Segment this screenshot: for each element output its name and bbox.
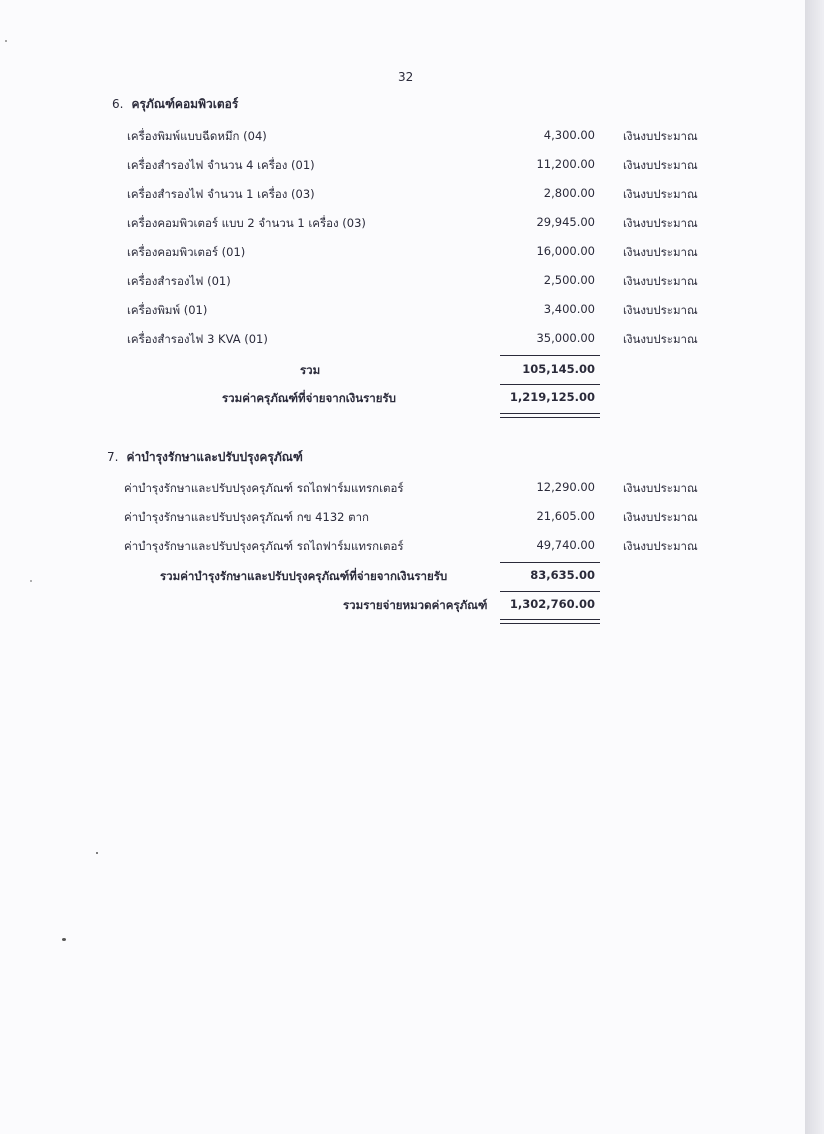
subtotal-label: รวม — [300, 363, 321, 377]
item-label: ค่าบำรุงรักษาและปรับปรุงครุภัณฑ์ รถไถฟาร์มแทรกเตอร์ — [124, 481, 404, 495]
page-number: 32 — [398, 70, 414, 84]
item-amount: 2,800.00 — [543, 186, 595, 200]
item-label: เครื่องสำรองไฟ (01) — [127, 274, 231, 288]
grand-total-amount: 1,302,760.00 — [509, 597, 595, 611]
item-label: เครื่องคอมพิวเตอร์ (01) — [127, 245, 246, 259]
list-item — [0, 128, 805, 146]
total-row — [0, 390, 805, 408]
list-item — [0, 302, 805, 320]
total-rule — [500, 384, 600, 385]
subtotal-rule — [500, 355, 600, 356]
item-amount: 3,400.00 — [543, 302, 595, 316]
subtotal-amount: 105,145.00 — [522, 362, 595, 376]
section-6-title: ครุภัณฑ์คอมพิวเตอร์ — [131, 97, 239, 111]
total-amount: 1,219,125.00 — [509, 390, 595, 404]
item-amount: 21,605.00 — [536, 509, 595, 523]
list-item — [0, 186, 805, 204]
section-7-heading — [107, 448, 303, 467]
item-label: ค่าบำรุงรักษาและปรับปรุงครุภัณฑ์ กข 4132 ตาก — [124, 510, 369, 524]
item-label: ค่าบำรุงรักษาและปรับปรุงครุภัณฑ์ รถไถฟาร์มแทรกเตอร์ — [124, 539, 404, 553]
scan-page-edge — [805, 0, 824, 1134]
section-7-number: 7. — [107, 450, 119, 464]
item-source: เงินงบประมาณ — [623, 481, 698, 495]
item-amount: 4,300.00 — [543, 128, 595, 142]
list-item — [0, 538, 805, 556]
item-source: เงินงบประมาณ — [623, 274, 698, 288]
scan-speck — [30, 580, 32, 582]
list-item — [0, 509, 805, 527]
grand-total-double-rule — [500, 619, 600, 624]
grand-total-rule — [500, 591, 600, 592]
item-source: เงินงบประมาณ — [623, 158, 698, 172]
scan-speck — [62, 938, 66, 941]
grand-total-label: รวมรายจ่ายหมวดค่าครุภัณฑ์ — [343, 598, 488, 612]
maintenance-total-rule — [500, 562, 600, 563]
scan-speck — [96, 852, 98, 854]
item-amount: 49,740.00 — [536, 538, 595, 552]
list-item — [0, 331, 805, 349]
section-7-title: ค่าบำรุงรักษาและปรับปรุงครุภัณฑ์ — [126, 450, 303, 464]
item-amount: 35,000.00 — [536, 331, 595, 345]
total-label: รวมค่าครุภัณฑ์ที่จ่ายจากเงินรายรับ — [222, 391, 396, 405]
list-item — [0, 215, 805, 233]
item-amount: 12,290.00 — [536, 480, 595, 494]
total-double-rule — [500, 413, 600, 418]
item-amount: 2,500.00 — [543, 273, 595, 287]
item-label: เครื่องพิมพ์ (01) — [127, 303, 208, 317]
grand-total-row — [0, 597, 805, 615]
item-amount: 11,200.00 — [536, 157, 595, 171]
item-source: เงินงบประมาณ — [623, 303, 698, 317]
item-source: เงินงบประมาณ — [623, 539, 698, 553]
item-label: เครื่องสำรองไฟ จำนวน 4 เครื่อง (01) — [127, 158, 315, 172]
subtotal-row — [0, 362, 805, 380]
item-source: เงินงบประมาณ — [623, 245, 698, 259]
item-source: เงินงบประมาณ — [623, 129, 698, 143]
item-label: เครื่องคอมพิวเตอร์ แบบ 2 จำนวน 1 เครื่อง (03) — [127, 216, 366, 230]
section-6-number: 6. — [112, 97, 124, 111]
item-amount: 16,000.00 — [536, 244, 595, 258]
item-label: เครื่องพิมพ์แบบฉีดหมึก (04) — [127, 129, 267, 143]
item-amount: 29,945.00 — [536, 215, 595, 229]
item-source: เงินงบประมาณ — [623, 332, 698, 346]
item-label: เครื่องสำรองไฟ 3 KVA (01) — [127, 332, 268, 346]
list-item — [0, 157, 805, 175]
maintenance-total-amount: 83,635.00 — [530, 568, 595, 582]
list-item — [0, 480, 805, 498]
list-item — [0, 244, 805, 262]
item-source: เงินงบประมาณ — [623, 510, 698, 524]
list-item — [0, 273, 805, 291]
maintenance-total-label: รวมค่าบำรุงรักษาและปรับปรุงครุภัณฑ์ที่จ่ายจากเงินรายรับ — [160, 569, 448, 583]
scan-speck — [5, 40, 7, 42]
section-6-heading — [112, 95, 238, 114]
item-label: เครื่องสำรองไฟ จำนวน 1 เครื่อง (03) — [127, 187, 315, 201]
maintenance-total-row — [0, 568, 805, 586]
item-source: เงินงบประมาณ — [623, 216, 698, 230]
item-source: เงินงบประมาณ — [623, 187, 698, 201]
